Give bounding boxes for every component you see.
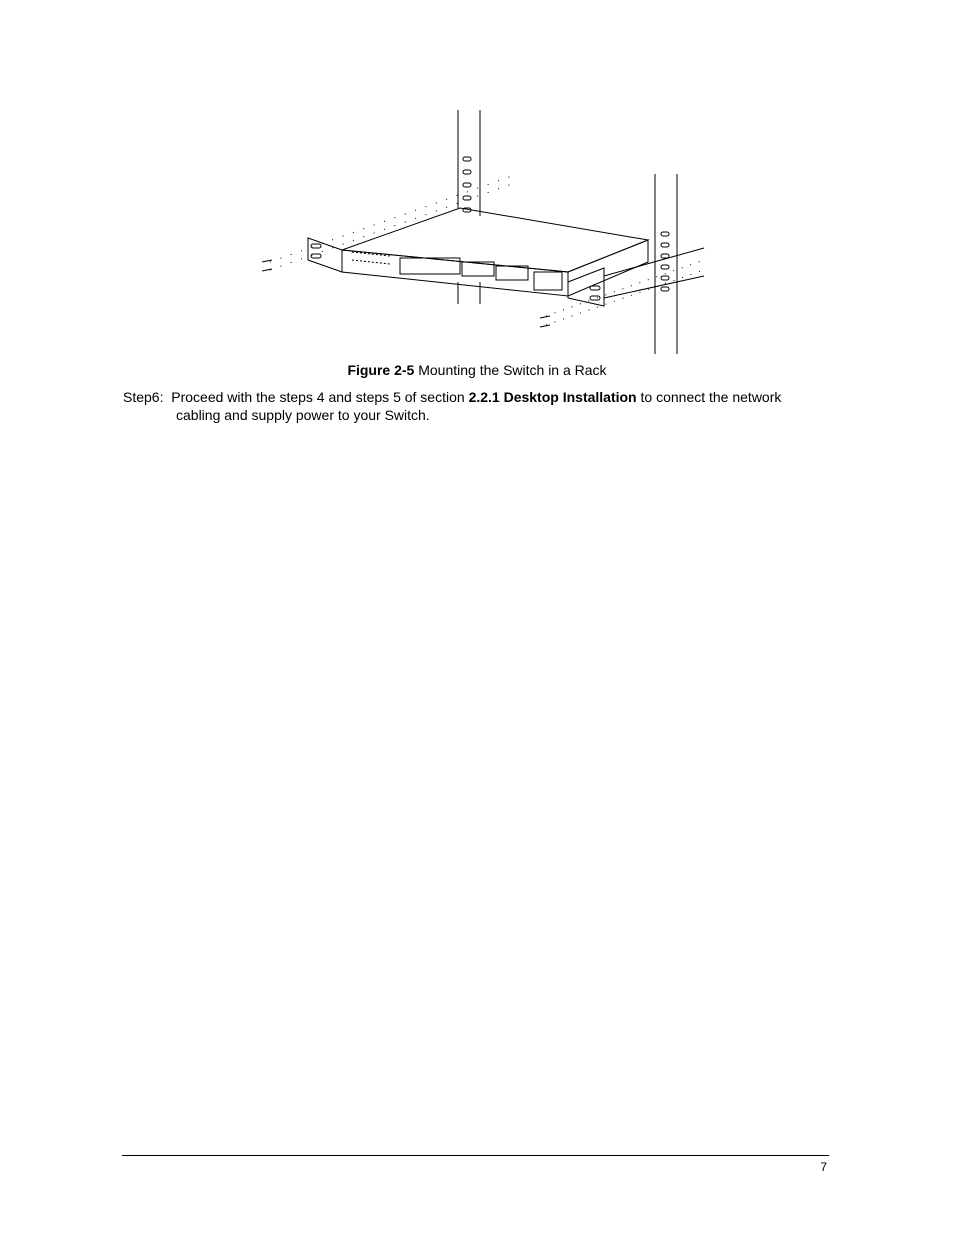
step-text-before: Proceed with the steps 4 and steps 5 of section [171, 389, 465, 405]
step-line-1 [123, 388, 823, 406]
figure-label: Figure 2-5 [347, 362, 415, 378]
figure-title: Mounting the Switch in a Rack [418, 362, 607, 378]
footer-divider [122, 1155, 829, 1156]
figure-caption [0, 362, 954, 379]
step-continuation: cabling and supply power to your Switch. [176, 407, 430, 423]
rack-switch-drawing [250, 100, 710, 362]
page-number: 7 [820, 1160, 827, 1174]
step-prefix: Step6: [123, 389, 164, 405]
step-text-after: to connect the network [640, 389, 782, 405]
step-paragraph [123, 388, 823, 424]
rack-mount-illustration [250, 100, 710, 362]
section-reference: 2.2.1 Desktop Installation [468, 389, 637, 405]
